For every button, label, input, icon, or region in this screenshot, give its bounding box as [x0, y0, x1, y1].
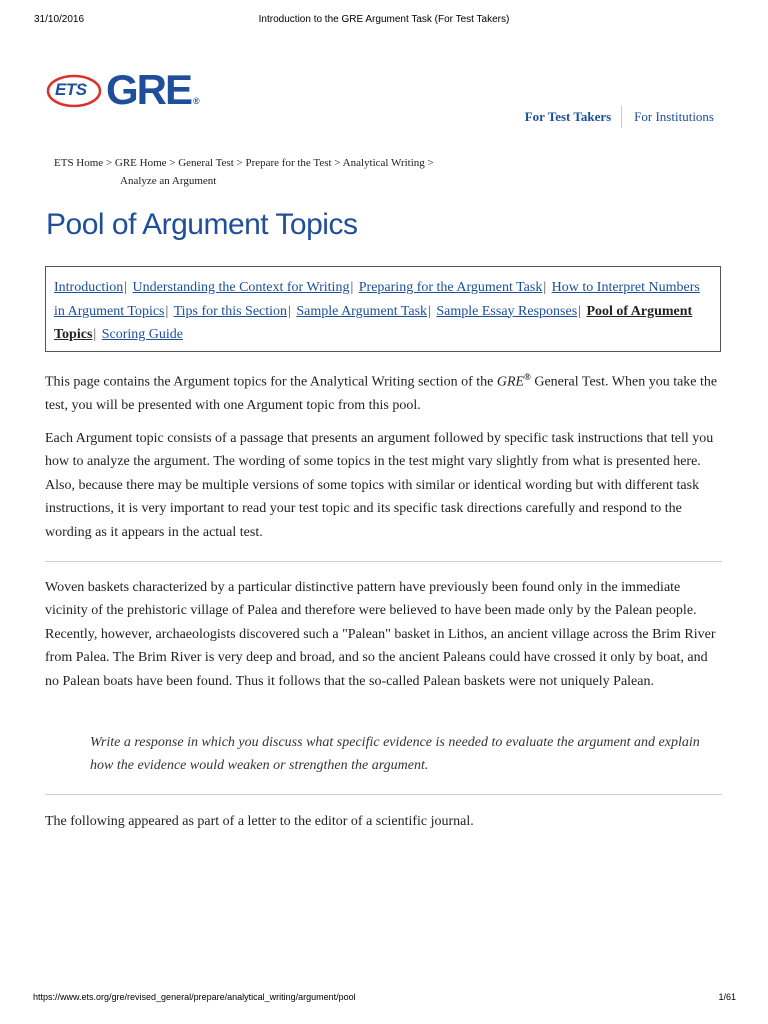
toc-pool-current: Pool of Argument Topics: [54, 303, 693, 342]
toc-separator: |: [288, 303, 291, 319]
print-title: Introduction to the GRE Argument Task (For Test Takers): [258, 14, 510, 25]
breadcrumb-current: Analyze an Argument: [120, 175, 217, 187]
nav-for-institutions[interactable]: For Institutions: [634, 109, 714, 124]
divider: [45, 561, 722, 562]
audience-nav: [525, 106, 714, 128]
intro-paragraph-1: [45, 366, 725, 417]
breadcrumb-line-1[interactable]: ETS Home > GRE Home > General Test > Prepare for the Test > Analytical Writing >: [54, 157, 434, 169]
toc-sample-essays[interactable]: Sample Essay Responses: [436, 303, 578, 319]
intro-text-start: This page contains the Argument topics for the Analytical Writing section of the: [45, 374, 497, 390]
topic-instruction: Write a response in which you discuss what specific evidence is needed to evaluate the argument and explain how the evidence would weaken or strengthen the argument.: [90, 735, 700, 774]
nav-for-test-takers[interactable]: For Test Takers: [525, 106, 622, 128]
topic-passage: Woven baskets characterized by a particular distinctive pattern have previously been found only in the immediate vicinity of the prehistoric village of Palea and therefore were believed to have been made only by the Palean people. Recently, however, archaeologists discovered such a "Palean" basket in Lithos, an ancient village across the Brim River from Palea. The Brim River is very deep and broad, and so the ancient Paleans could have crossed it only by boat, and no Palean boats have been found. Thus it follows that the so-called Palean baskets were not uniquely Palean.: [45, 580, 716, 689]
registered-mark: ®: [193, 96, 200, 106]
toc-sample-task[interactable]: Sample Argument Task: [296, 303, 428, 319]
toc-separator: |: [543, 280, 547, 295]
gre-italic: GRE: [496, 374, 525, 390]
gre-wordmark: GRE: [106, 66, 192, 113]
ets-gre-logo[interactable]: [46, 66, 206, 114]
ets-logo-icon: [46, 74, 102, 108]
divider: [45, 794, 722, 795]
toc-understanding-context[interactable]: Understanding the Context for Writing: [132, 280, 350, 295]
toc-introduction[interactable]: Introduction: [54, 280, 124, 295]
print-date: 31/10/2016: [34, 14, 85, 25]
intro-paragraph-2: Each Argument topic consists of a passage that presents an argument followed by specific task instructions that tell you how to analyze the argument. The wording of some topics in the test might vary slightly from what is presented here. Also, because there may be multiple versions of some topics with similar or identical wording but with different task instructions, it is very important to read your test topic and its specific task directions carefully and respond to the wording as it appears in the actual test.: [45, 431, 714, 540]
section-toc: [45, 266, 721, 352]
gre-logo-text: [106, 66, 198, 114]
toc-preparing[interactable]: Preparing for the Argument Task: [358, 280, 543, 295]
toc-scoring-guide[interactable]: Scoring Guide: [101, 327, 183, 342]
intro-text-end: General Test. When you take the test, you will be presented with one Argument topic from this pool.: [45, 374, 718, 414]
toc-tips[interactable]: Tips for this Section: [173, 303, 288, 319]
print-url: https://www.ets.org/gre/revised_general/prepare/analytical_writing/argument/pool: [33, 992, 356, 1002]
registered-mark: ®: [524, 372, 531, 382]
toc-interpret-numbers[interactable]: How to Interpret Numbers in Argument Topics: [54, 280, 700, 319]
toc-separator: |: [350, 280, 354, 295]
toc-separator: |: [93, 327, 97, 342]
breadcrumb: [54, 154, 434, 190]
toc-separator: |: [428, 303, 431, 319]
ets-logo-text: ETS: [55, 80, 87, 99]
page-title: Pool of Argument Topics: [46, 208, 358, 241]
toc-separator: |: [124, 280, 128, 295]
toc-separator: |: [578, 303, 581, 319]
print-page-number: 1/61: [718, 992, 736, 1002]
topic-2-intro: The following appeared as part of a letter to the editor of a scientific journal.: [45, 814, 474, 829]
toc-separator: |: [165, 303, 169, 319]
